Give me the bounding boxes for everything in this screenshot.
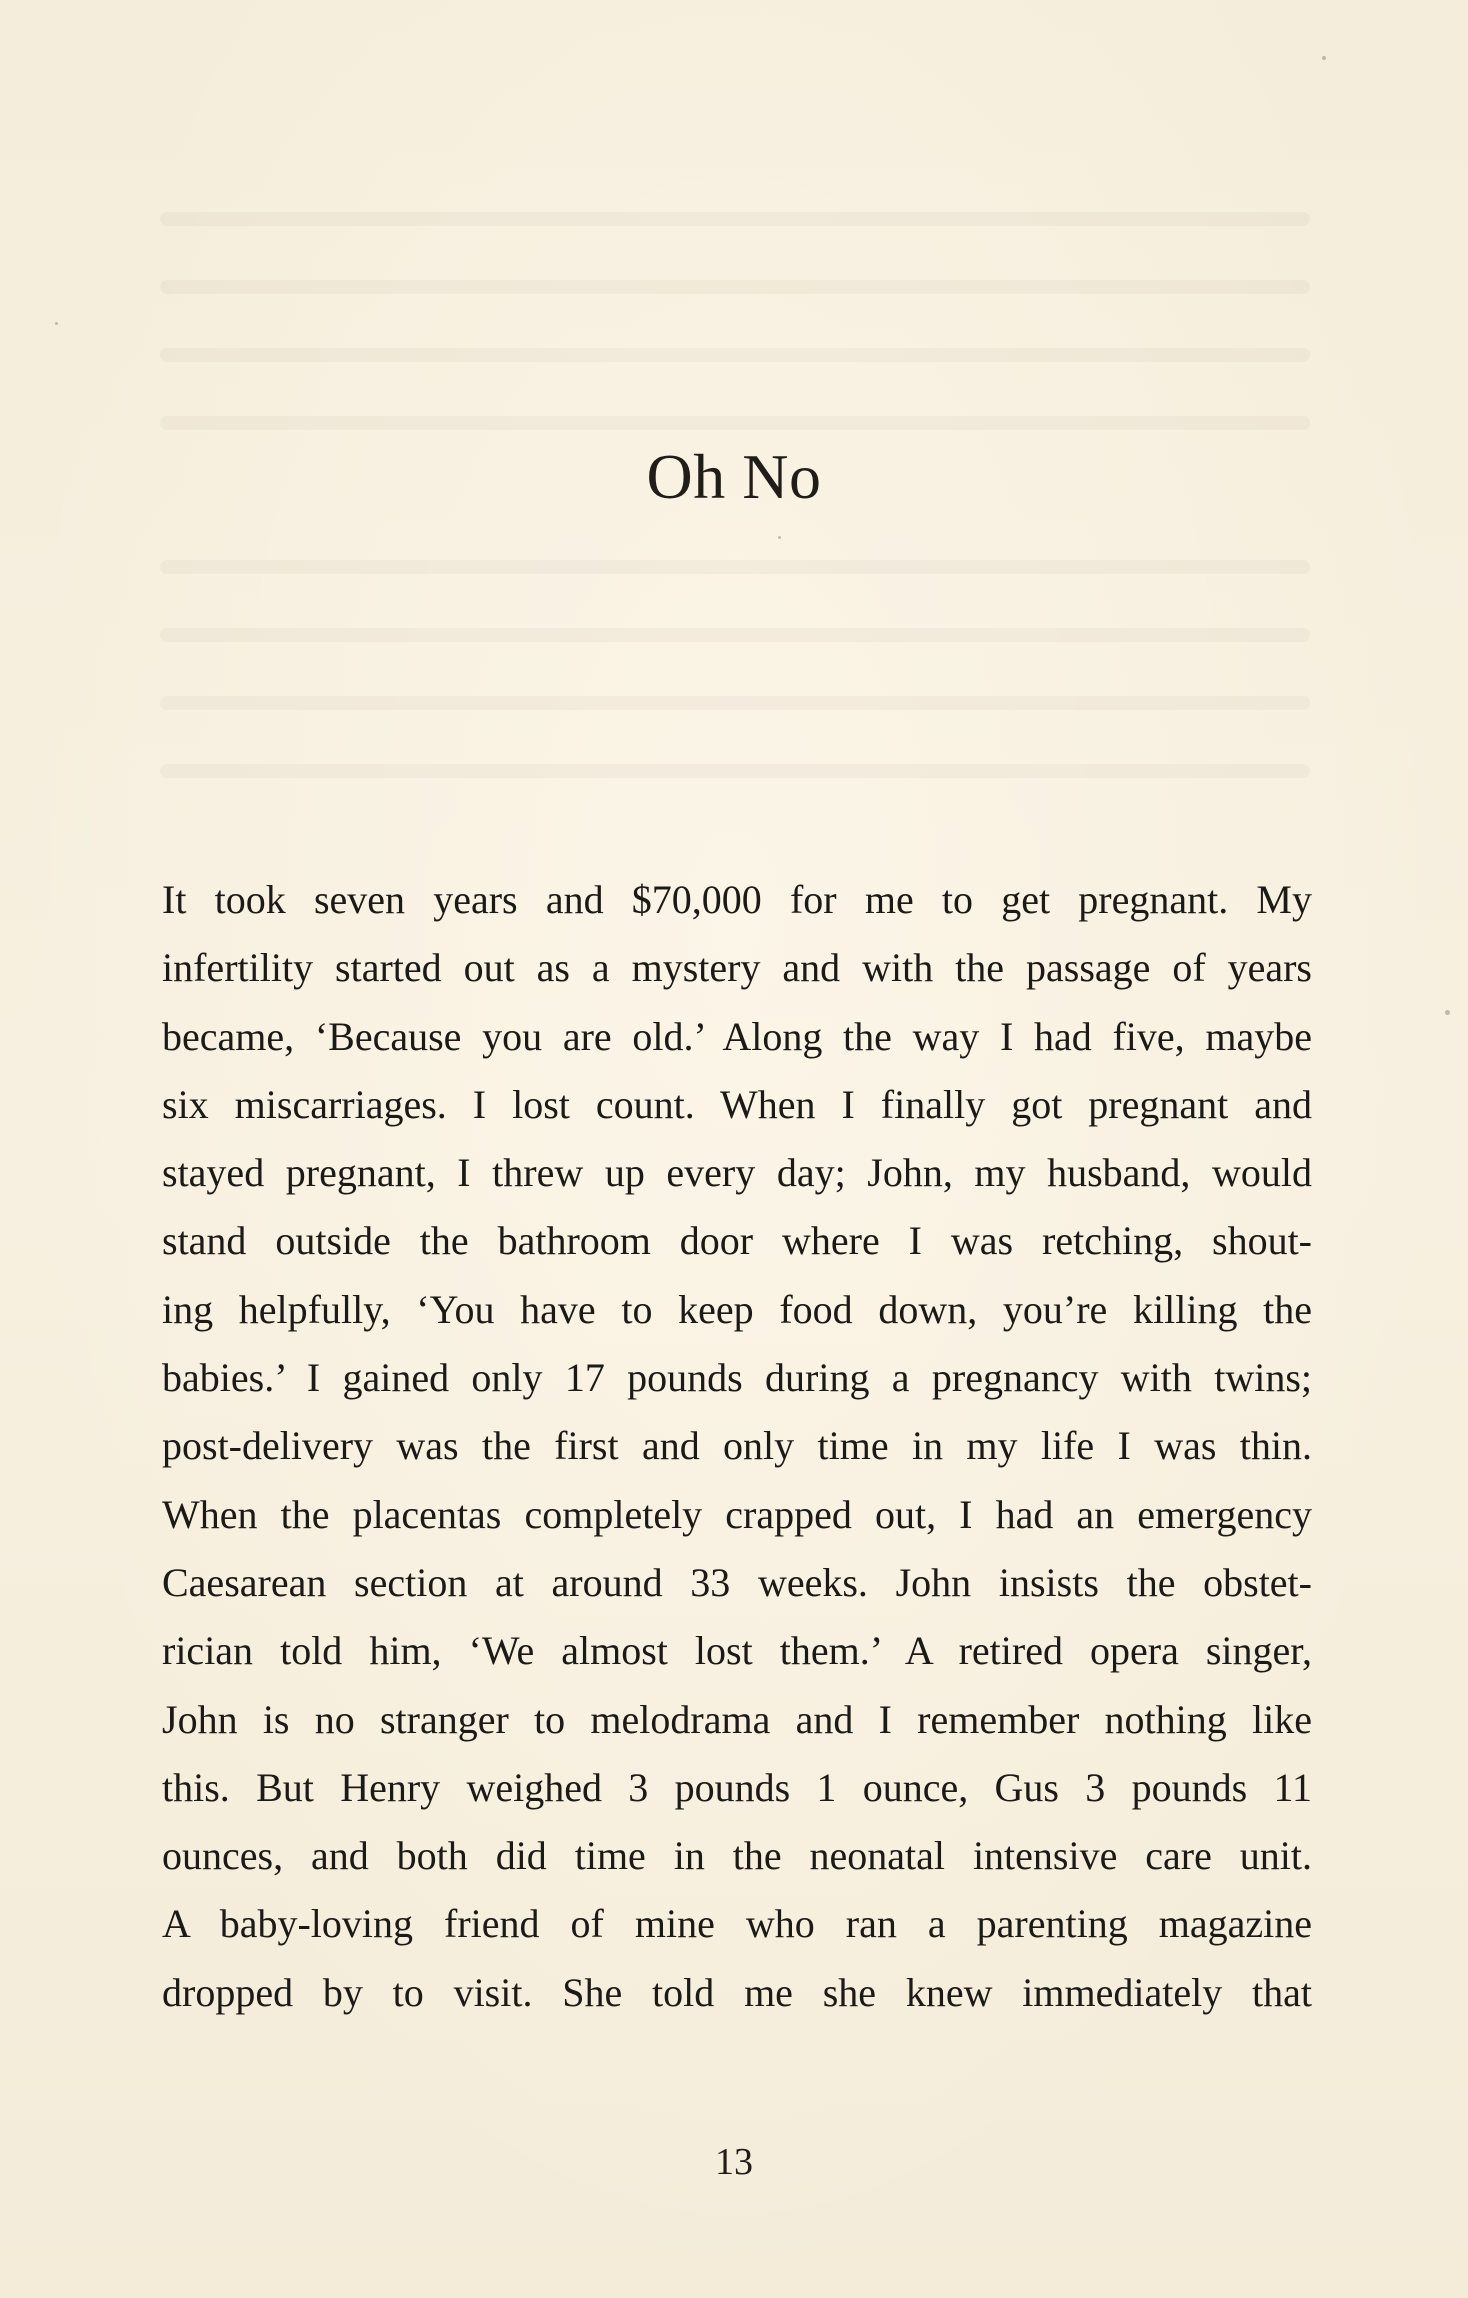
show-through-text xyxy=(160,764,1310,778)
text-line: Caesarean section at around 33 weeks. John insists the obstet- xyxy=(162,1559,1312,1605)
show-through-text xyxy=(160,628,1310,642)
paper-speck xyxy=(1322,56,1326,60)
show-through-text xyxy=(160,212,1310,226)
show-through-text xyxy=(160,348,1310,362)
text-line: rician told him, ‘We almost lost them.’ A retired opera singer, xyxy=(162,1628,1312,1674)
paper-speck xyxy=(1445,1010,1450,1015)
show-through-text xyxy=(160,696,1310,710)
chapter-title: Oh No xyxy=(646,441,822,512)
show-through-text xyxy=(160,280,1310,294)
text-line: became, ‘Because you are old.’ Along the way I had five, maybe xyxy=(162,1013,1312,1059)
body-paragraph xyxy=(162,866,1312,2027)
text-line: John is no stranger to melodrama and I remember nothing like xyxy=(162,1696,1312,1742)
text-line: When the placentas completely crapped out, I had an emergency xyxy=(162,1491,1312,1537)
text-line: stayed pregnant, I threw up every day; John, my husband, would xyxy=(162,1150,1312,1196)
show-through-text xyxy=(160,416,1310,430)
text-line: ing helpfully, ‘You have to keep food down, you’re killing the xyxy=(162,1286,1312,1332)
text-line: stand outside the bathroom door where I was retching, shout- xyxy=(162,1218,1312,1264)
text-line: babies.’ I gained only 17 pounds during a pregnancy with twins; xyxy=(162,1355,1312,1401)
text-line: ounces, and both did time in the neonatal intensive care unit. xyxy=(162,1833,1312,1879)
paper-speck xyxy=(778,536,781,539)
text-line: dropped by to visit. She told me she knew immediately that xyxy=(162,1969,1312,2015)
text-line: post-delivery was the first and only time in my life I was thin. xyxy=(162,1423,1312,1469)
text-line: this. But Henry weighed 3 pounds 1 ounce, Gus 3 pounds 11 xyxy=(162,1764,1312,1810)
text-line: infertility started out as a mystery and with the passage of years xyxy=(162,945,1312,991)
text-line: A baby-loving friend of mine who ran a parenting magazine xyxy=(162,1901,1312,1947)
show-through-text xyxy=(160,560,1310,574)
text-line: It took seven years and $70,000 for me to get pregnant. My xyxy=(162,877,1312,922)
paper-speck xyxy=(55,322,58,325)
page-number: 13 xyxy=(715,2141,753,2183)
text-line: six miscarriages. I lost count. When I finally got pregnant and xyxy=(162,1081,1312,1127)
